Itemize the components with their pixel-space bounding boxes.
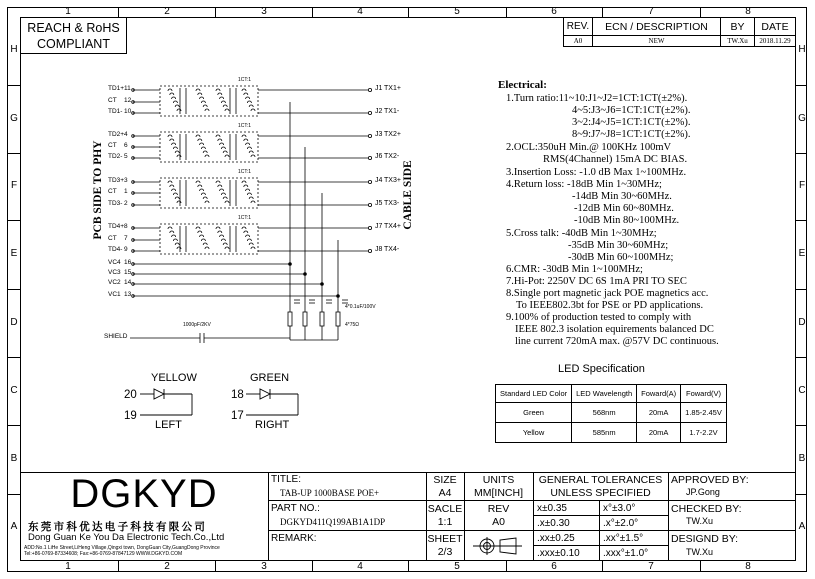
cap-label: 4*0.1uF/100V xyxy=(345,304,376,310)
right-pin-name: J8 xyxy=(375,246,383,253)
left-pin-name: TD3+ xyxy=(108,177,125,184)
projection-symbol-icon xyxy=(470,535,525,557)
electrical-spec-line: 4~5:J3~J6=1CT:1CT(±2%). xyxy=(572,105,691,116)
left-pin-name: CT xyxy=(108,97,117,104)
tb-hline xyxy=(533,545,668,546)
zone-row-label: B xyxy=(798,453,806,464)
tb-hline xyxy=(268,530,534,531)
resistor-label: 4*75Ω xyxy=(345,322,360,328)
zone-row-label: F xyxy=(10,180,18,191)
tolerance-linear: x±0.35 xyxy=(537,503,567,514)
scale-value: 1:1 xyxy=(437,516,453,528)
zone-column-label: 3 xyxy=(261,6,267,17)
zone-column-label: 4 xyxy=(357,6,363,17)
zone-row-label: H xyxy=(10,44,18,55)
zone-row-label: E xyxy=(10,248,18,259)
led-spec-title: LED Specification xyxy=(558,363,645,375)
led-spec-cell: 1.7-2.2V xyxy=(681,423,727,443)
led-yellow-pin-b: 19 xyxy=(124,410,137,422)
tolerance-title-1: GENERAL TOLERANCES xyxy=(538,474,663,486)
right-pin-signal: TX4- xyxy=(384,246,400,253)
cable-side-label: CABLE SIDE xyxy=(402,160,414,230)
electrical-spec-line: 3~2:J4~J5=1CT:1CT(±2%). xyxy=(572,117,691,128)
compliance-line1: REACH & RoHS xyxy=(27,21,120,35)
sheet-value: 2/3 xyxy=(437,546,453,558)
right-pin-name: J3 xyxy=(375,131,383,138)
rev-row-rev: A0 xyxy=(563,35,593,47)
left-pin-name: VC3 xyxy=(108,269,121,276)
zone-row-label: G xyxy=(10,113,18,124)
rev-row-by: TW.Xu xyxy=(720,35,755,47)
tb-hline xyxy=(668,500,796,501)
left-pin-name: VC4 xyxy=(108,259,121,266)
led-yellow-name: YELLOW xyxy=(151,372,197,384)
zone-row-label: H xyxy=(798,44,806,55)
zone-column-label: 7 xyxy=(648,6,654,17)
electrical-spec-line: 7.Hi-Pot: 2250V DC 6S 1mA PRI TO SEC xyxy=(506,276,687,287)
led-spec-cell: 20mA xyxy=(637,403,681,423)
left-pin-number: 16 xyxy=(124,259,132,266)
left-pin-number: 9 xyxy=(124,246,128,253)
zone-column-label: 7 xyxy=(648,561,654,572)
zone-row-label: C xyxy=(798,385,806,396)
tolerance-linear: .x±0.30 xyxy=(537,518,570,529)
title-value: TAB-UP 1000BASE POE+ xyxy=(280,488,380,498)
company-name-cn: 东莞市科优达电子科技有限公司 xyxy=(28,521,208,533)
left-pin-number: 11 xyxy=(124,85,131,92)
zone-column-label: 3 xyxy=(261,561,267,572)
zone-row-label: B xyxy=(10,453,18,464)
zone-column-label: 6 xyxy=(551,561,557,572)
size-label: SIZE xyxy=(433,474,457,486)
led-spec-cell: Green xyxy=(496,403,572,423)
zone-column-label: 8 xyxy=(745,6,751,17)
left-pin-name: TD1+ xyxy=(108,85,125,92)
left-pin-name: CT xyxy=(108,235,117,242)
rev-header-by: BY xyxy=(720,17,755,36)
led-spec-header: Foward(V) xyxy=(681,385,727,403)
rev-header-rev: REV. xyxy=(563,17,593,36)
units-value: MM[INCH] xyxy=(474,487,523,499)
left-pin-name: TD2- xyxy=(108,153,123,160)
units-label: UNITS xyxy=(482,474,515,486)
led-spec-row xyxy=(496,403,727,423)
led-green-pin-b: 17 xyxy=(231,410,244,422)
size-value: A4 xyxy=(438,487,452,499)
left-pin-number: 12 xyxy=(124,97,132,104)
right-pin-signal: TX2+ xyxy=(384,131,401,138)
company-name-en: Dong Guan Ke You Da Electronic Tech.Co.,Ltd xyxy=(28,532,225,543)
left-pin-name: TD1- xyxy=(108,108,123,115)
led-spec-cell: 1.85-2.45V xyxy=(681,403,727,423)
electrical-spec-line: -10dB Min 80~100MHz. xyxy=(574,215,680,226)
zone-column-label: 8 xyxy=(745,561,751,572)
tb-hline xyxy=(533,515,668,516)
left-pin-name: CT xyxy=(108,188,117,195)
left-pin-number: 1 xyxy=(124,188,128,195)
right-pin-signal: TX2- xyxy=(384,153,400,160)
tolerance-linear: .xxx±0.10 xyxy=(537,548,580,559)
tb-divider xyxy=(668,472,669,561)
zone-column-label: 4 xyxy=(357,561,363,572)
tolerance-title-2: UNLESS SPECIFIED xyxy=(550,487,651,499)
company-contact: Tel:+86-0769-87334608; Fax:+86-0769-87847129 WWW.DGKYD.COM xyxy=(24,551,183,557)
designed-label: DESIGND BY: xyxy=(671,533,739,545)
electrical-spec-line: 8.Single port magnetic jack POE magnetics acc. xyxy=(506,288,709,299)
led-green-position: RIGHT xyxy=(255,419,290,431)
led-yellow-pin-a: 20 xyxy=(124,389,137,401)
electrical-spec-line: 6.CMR: -30dB Min 1~100MHz; xyxy=(506,264,643,275)
zone-row-label: A xyxy=(10,521,18,532)
electrical-spec-line: 5.Cross talk: -40dB Min 1~30MHz; xyxy=(506,228,657,239)
left-pin-number: 7 xyxy=(124,235,128,242)
electrical-spec-line: IEEE 802.3 isolation equirements balanced DC xyxy=(515,324,714,335)
led-yellow-position: LEFT xyxy=(155,419,182,431)
right-pin-name: J4 xyxy=(375,177,383,184)
led-green-pin-a: 18 xyxy=(231,389,244,401)
sheet-label: SHEET xyxy=(427,533,463,545)
left-pin-number: 8 xyxy=(124,223,128,230)
right-pin-signal: TX1+ xyxy=(384,85,401,92)
electrical-spec-line: 4.Return loss: -18dB Min 1~30MHz; xyxy=(506,179,662,190)
left-pin-number: 6 xyxy=(124,142,128,149)
zone-row-label: G xyxy=(798,113,806,124)
led-spec-cell: 568nm xyxy=(572,403,637,423)
transformer-ratio: 1CT:1 xyxy=(238,77,252,83)
left-pin-name: TD3- xyxy=(108,200,123,207)
left-pin-name: CT xyxy=(108,142,117,149)
zone-column-label: 2 xyxy=(164,561,170,572)
checked-value: TW.Xu xyxy=(686,516,714,526)
transformer-ratio: 1CT:1 xyxy=(238,215,252,221)
zone-column-label: 1 xyxy=(65,6,71,17)
zone-row-label: F xyxy=(798,180,806,191)
zone-row-label: A xyxy=(798,521,806,532)
right-pin-name: J5 xyxy=(375,200,383,207)
scale-label: SACLE xyxy=(427,503,463,515)
zone-row-label: E xyxy=(798,248,806,259)
transformer-ratio: 1CT:1 xyxy=(238,169,252,175)
led-spec-row xyxy=(496,423,727,443)
electrical-spec-line: 3.Insertion Loss: -1.0 dB Max 1~100MHz. xyxy=(506,167,687,178)
rev-row-date: 2018.11.29 xyxy=(754,35,796,47)
zone-row-label: C xyxy=(10,385,18,396)
tb-hline xyxy=(268,500,668,501)
part-label: PART NO.: xyxy=(271,503,320,514)
tolerance-angular: x°±3.0° xyxy=(603,503,636,514)
remark-label: REMARK: xyxy=(271,533,317,544)
zone-column-label: 5 xyxy=(454,6,460,17)
company-logo: DGKYD xyxy=(70,472,218,516)
left-pin-name: TD4+ xyxy=(108,223,125,230)
rev-row-ecn: NEW xyxy=(592,35,721,47)
electrical-spec-line: 2.OCL:350uH Min.@ 100KHz 100mV xyxy=(506,142,672,153)
compliance-line2: COMPLIANT xyxy=(37,37,110,51)
left-pin-name: VC2 xyxy=(108,279,121,286)
checked-label: CHECKED BY: xyxy=(671,503,742,515)
tolerance-linear: .xx±0.25 xyxy=(537,533,575,544)
electrical-spec-line: To IEEE802.3bt for PSE or PD applications. xyxy=(516,300,704,311)
right-pin-name: J1 xyxy=(375,85,383,92)
zone-column-label: 1 xyxy=(65,561,71,572)
led-spec-header: LED Wavelength xyxy=(572,385,637,403)
electrical-spec-line: RMS(4Channel) 15mA DC BIAS. xyxy=(543,154,688,165)
led-green-name: GREEN xyxy=(250,372,290,384)
rev-header-date: DATE xyxy=(754,17,796,36)
zone-column-label: 2 xyxy=(164,6,170,17)
left-pin-name: TD2+ xyxy=(108,131,125,138)
electrical-spec-line: -12dB Min 60~80MHz. xyxy=(574,203,674,214)
shield-label: SHIELD xyxy=(104,333,128,340)
company-address: ADD:No.1 LiHe Street,LiHeng Village,Qingxi town, DongGuan City,GuangDong Province xyxy=(24,545,220,551)
right-pin-name: J7 xyxy=(375,223,383,230)
tolerance-angular: .x°±2.0° xyxy=(603,518,639,529)
rev-value: A0 xyxy=(492,516,505,528)
led-spec-header-row xyxy=(496,385,727,403)
shield-cap-label: 1000pF/2KV xyxy=(183,322,211,328)
rev-header-ecn: ECN / DESCRIPTION xyxy=(592,17,721,36)
title-label: TITLE: xyxy=(271,474,302,485)
electrical-spec-line: -30dB Min 60~100MHz; xyxy=(568,252,674,263)
zone-column-label: 5 xyxy=(454,561,460,572)
left-pin-number: 15 xyxy=(124,269,132,276)
designed-value: TW.Xu xyxy=(686,547,714,557)
right-pin-signal: TX3- xyxy=(384,200,400,207)
right-pin-signal: TX3+ xyxy=(384,177,401,184)
electrical-spec-line: line current 720mA max. @57V DC continuous. xyxy=(515,336,719,347)
electrical-spec-line: 1.Turn ratio:11~10:J1~J2=1CT:1CT(±2%). xyxy=(506,93,688,104)
left-pin-number: 4 xyxy=(124,131,128,138)
zone-column-label: 6 xyxy=(551,6,557,17)
approved-label: APPROVED BY: xyxy=(671,474,749,486)
right-pin-signal: TX1- xyxy=(384,108,400,115)
approved-value: JP.Gong xyxy=(686,487,720,497)
led-spec-table xyxy=(495,384,727,443)
right-pin-name: J2 xyxy=(375,108,383,115)
led-spec-cell: Yellow xyxy=(496,423,572,443)
electrical-spec-line: 8~9:J7~J8=1CT:1CT(±2%). xyxy=(572,129,691,140)
left-pin-number: 14 xyxy=(124,279,132,286)
rev-label: REV xyxy=(487,503,510,515)
left-pin-number: 5 xyxy=(124,153,128,160)
zone-row-label: D xyxy=(798,317,806,328)
left-pin-number: 2 xyxy=(124,200,128,207)
tolerance-angular: .xx°±1.5° xyxy=(603,533,644,544)
zone-row-label: D xyxy=(10,317,18,328)
right-pin-signal: TX4+ xyxy=(384,223,401,230)
electrical-spec-line: -35dB Min 30~60MHz; xyxy=(568,240,669,251)
pcb-side-label: PCB SIDE TO PHY xyxy=(92,140,104,240)
right-pin-name: J6 xyxy=(375,153,383,160)
electrical-spec-line: -14dB Min 30~60MHz. xyxy=(572,191,672,202)
led-spec-cell: 585nm xyxy=(572,423,637,443)
part-value: DGKYD411Q199AB1A1DP xyxy=(280,517,386,527)
electrical-spec-line: 9.100% of production tested to comply with xyxy=(506,312,692,323)
led-spec-header: Foward(A) xyxy=(637,385,681,403)
tb-hline xyxy=(668,530,796,531)
left-pin-number: 13 xyxy=(124,291,132,298)
electrical-title: Electrical: xyxy=(498,79,547,91)
led-spec-cell: 20mA xyxy=(637,423,681,443)
left-pin-name: VC1 xyxy=(108,291,121,298)
left-pin-number: 10 xyxy=(124,108,132,115)
tb-divider xyxy=(268,472,269,561)
transformer-ratio: 1CT:1 xyxy=(238,123,252,129)
tolerance-angular: .xxx°±1.0° xyxy=(603,548,649,559)
left-pin-number: 3 xyxy=(124,177,128,184)
left-pin-name: TD4- xyxy=(108,246,123,253)
led-spec-header: Standard LED Color xyxy=(496,385,572,403)
tb-hline xyxy=(533,530,668,531)
